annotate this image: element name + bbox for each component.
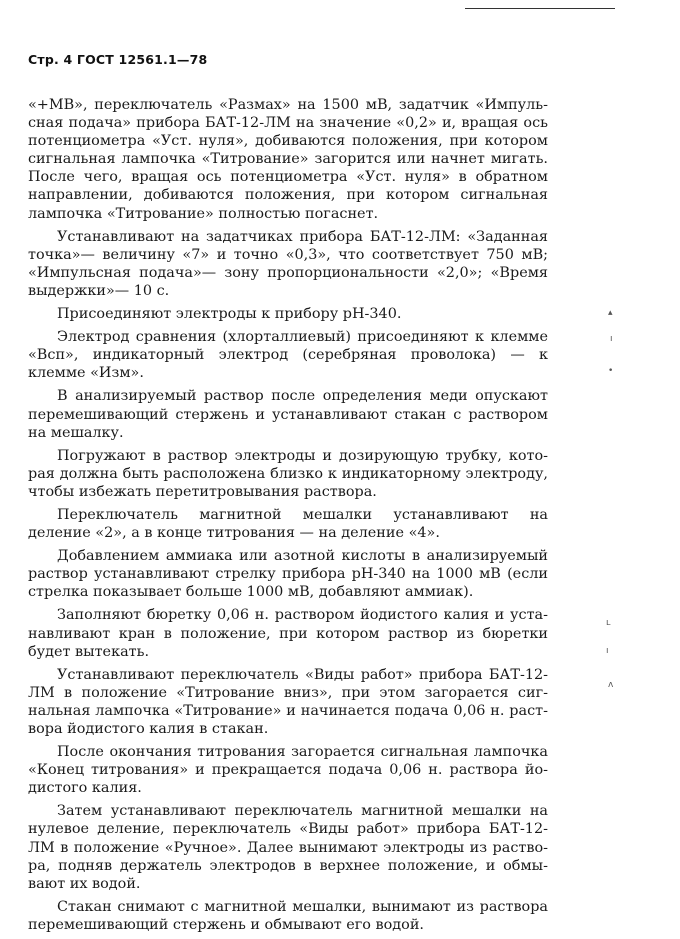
paragraph-6: Погружают в раствор электроды и дозирующую трубку, которая должна быть расположена близко к индикаторному электроду, чтобы избежать перетитровывания раствора. <box>28 447 548 500</box>
document-body <box>28 96 548 939</box>
paragraph-5: В анализируемый раствор после определения меди опускают перемешивающий стержень и устанавливают стакан с раствором на мешалку. <box>28 388 548 441</box>
paragraph-4: Электрод сравнения (хлорталлиевый) присоединяют к клемме «Всп», индикаторный электрод (серебряная проволока) — к клемме «Изм». <box>28 329 548 382</box>
margin-mark: ʌ <box>608 680 614 690</box>
paragraph-10: Устанавливают переключатель «Виды работ» прибора БАТ-12-ЛМ в положение «Титрование вниз», при этом загорается сигнальная лампочка «Титрование» и начинается подача 0,06 н. раствора йодистого калия в стакан. <box>28 666 548 737</box>
top-rule <box>465 8 615 9</box>
margin-mark: ı <box>606 646 609 656</box>
paragraph-11: После окончания титрования загорается сигнальная лампочка «Конец титрования» и прекращается подача 0,06 н. раствора йодистого калия. <box>28 744 548 797</box>
margin-mark: • <box>608 366 614 376</box>
paragraph-12: Затем устанавливают переключатель магнитной мешалки на нулевое деление, переключатель «Виды работ» прибора БАТ-12-ЛМ в положение «Ручное». Далее вынимают электроды из раствора, подняв держатель электродов в верхнее положение, и обмывают их водой. <box>28 803 548 892</box>
page-header: Стр. 4 ГОСТ 12561.1—78 <box>28 52 208 67</box>
paragraph-7: Переключатель магнитной мешалки устанавливают на деление «2», а в конце титрования — на деление «4». <box>28 506 548 542</box>
margin-mark: ı <box>610 334 613 344</box>
paragraph-9: Заполняют бюретку 0,06 н. раствором йодистого калия и устанавливают кран в положение, при котором раствор из бюретки будет вытекать. <box>28 607 548 660</box>
paragraph-8: Добавлением аммиака или азотной кислоты в анализируемый раствор устанавливают стрелку прибора рН-340 на 1000 мВ (если стрелка показывает больше 1000 мВ, добавляют аммиак). <box>28 548 548 601</box>
paragraph-3: Присоединяют электроды к прибору рН-340. <box>57 306 402 323</box>
paragraph-2: Устанавливают на задатчиках прибора БАТ-12-ЛМ: «Заданная точка»— величину «7» и точно «0,3», что соответствует 750 мВ; «Импульсная подача»— зону пропорциональности «2,0»; «Время выдержки»— 10 с. <box>28 228 548 299</box>
margin-mark: ▴ <box>608 308 613 318</box>
paragraph-13: Стакан снимают с магнитной мешалки, вынимают из раствора перемешивающий стержень и обмывают его водой. <box>28 898 548 933</box>
paragraph-1: «+МВ», переключатель «Размах» на 1500 мВ, задатчик «Импульсная подача» прибора БАТ-12-ЛМ на значение «0,2» и, вращая ось потенциометра «Уст. нуля», добиваются положения, при котором сигнальная лампочка «Титрование» загорится или начнет мигать. После чего, вращая ось потенциометра «Уст. нуля» в обратном направлении, добиваются положения, при котором сигнальная лампочка «Титрование» полностью погаснет. <box>28 97 548 222</box>
margin-mark: ʟ <box>606 618 611 628</box>
